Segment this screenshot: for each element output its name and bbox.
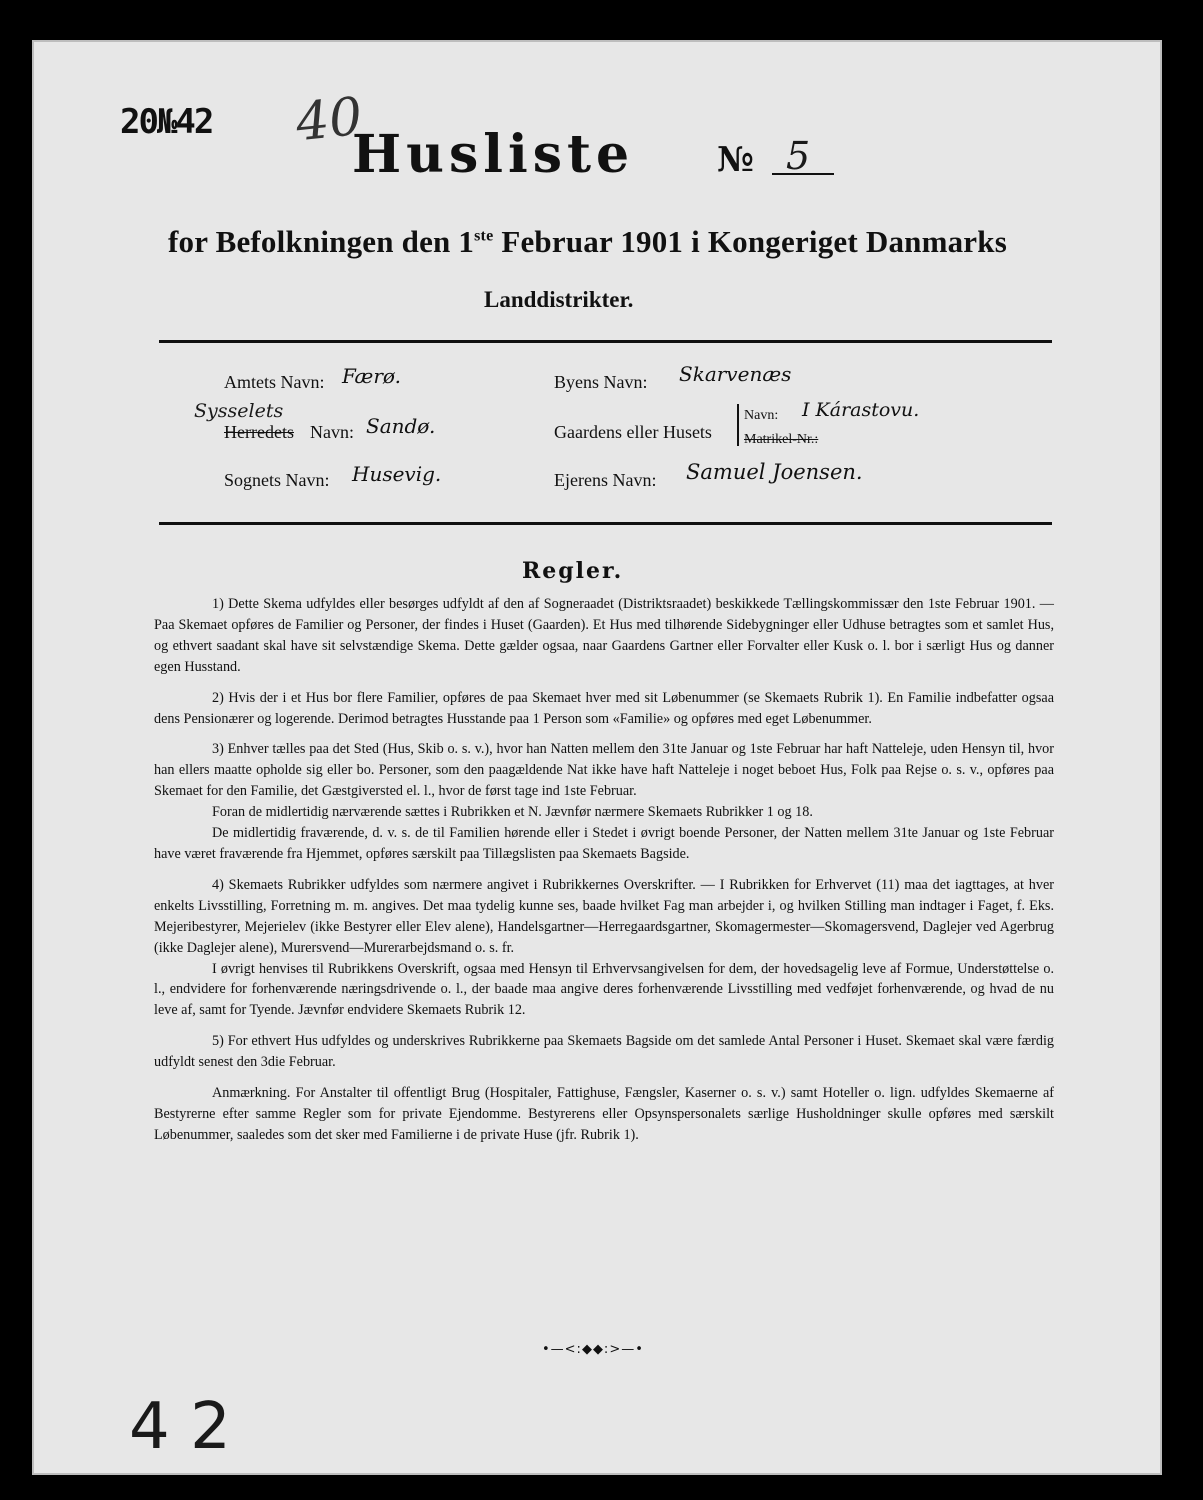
subtitle-pre: for Befolkningen den 1 bbox=[168, 224, 475, 259]
rules-text bbox=[154, 594, 1054, 1146]
rule-paragraph: Anmærkning. For Anstalter til offentligt Brug (Hospitaler, Fattighuse, Fængsler, Kaserner o. s. v.) samt Hoteller o. lign. udfyldes Skemaerne af Bestyrerne efter samme Regler som for private Ejendomme. Bestyrerens eller Opsynspersonalets særlige Husholdninger skulle opføres med særskilt Løbenummer, saaledes som det sker med Familierne i de private Huse (jfr. Rubrik 1). bbox=[154, 1085, 1054, 1143]
gaard-navn-value: I Kárastovu. bbox=[802, 399, 920, 421]
amt-label: Amtets Navn: bbox=[224, 372, 325, 392]
ejer-value: Samuel Joensen. bbox=[686, 460, 863, 484]
subtitle bbox=[168, 224, 1007, 260]
gaard-navn-label: Navn: bbox=[744, 408, 779, 423]
herred-struck: Herredets bbox=[224, 422, 294, 442]
syssel-handwritten: Sysselets bbox=[194, 400, 284, 422]
number-sign: № bbox=[717, 140, 754, 180]
herred-value: Sandø. bbox=[366, 414, 436, 438]
matrikel-struck: Matrikel-Nr.: bbox=[744, 432, 819, 447]
rule-paragraph: 4) Skemaets Rubrikker udfyldes som nærmere angivet i Rubrikkernes Overskrifter. — I Rubrikken for Erhvervet (11) maa det iagttages, at hver enkelts Livsstilling, Forretning m. m. angives. Det maa tydelig kunne ses, baade hvilket Fag man arbejder i, og hvilken Stilling man indtager i Faget, f. Eks. Mejeribestyrer, Mejerielev (ikke Bestyrer eller Elev alene), Handelsgartner—Herregaardsgartner, Skomagermester—Skomagersvend, Daglejer ved Agerbrug (ikke Daglejer alene), Murersvend—Murerarbejdsmand o. s. fr. bbox=[154, 876, 1054, 956]
amt-value: Færø. bbox=[342, 364, 401, 388]
sogn-value: Husevig. bbox=[352, 462, 442, 486]
rule-paragraph: 3) Enhver tælles paa det Sted (Hus, Skib o. s. v.), hvor han Natten mellem den 31te Januar og 1ste Februar har haft Natteleje, uden Hensyn til, hvor han ellers maatte opholde sig eller bo. Personer, som den paagældende Nat ikke have haft Natteleje i noget beboet Hus, Folk paa Rejse o. s. v., opføres paa Skemaet for den Familie, det Gæstgiversted el. l., hvor de først tage ind 1ste Februar. bbox=[154, 741, 1054, 800]
district-label: Landdistrikter. bbox=[484, 287, 634, 312]
pencil-mark: 40 bbox=[293, 86, 366, 154]
page-title: Husliste bbox=[352, 124, 635, 185]
footer-number: 4 2 bbox=[129, 1390, 231, 1464]
rule-paragraph: 2) Hvis der i et Hus bor flere Familier, opføres de paa Skemaet hver med sit Løbenummer (se Skemaets Rubrik 1). En Familie indbefatter ogsaa dens Pensionærer og logerende. Derimod betragtes Husstande paa 1 Person som «Familie» og opføres med eget Løbenummer. bbox=[154, 689, 1054, 727]
house-number: 5 bbox=[786, 134, 811, 178]
by-label: Byens Navn: bbox=[554, 372, 648, 392]
bottom-rule bbox=[159, 522, 1052, 525]
rule-paragraph: Foran de midlertidig nærværende sættes i Rubrikken et N. Jævnfør nærmere Skemaets Rubrikker 1 og 18. bbox=[212, 804, 813, 821]
ejer-label: Ejerens Navn: bbox=[554, 470, 657, 490]
top-rule bbox=[159, 340, 1052, 343]
ornament: •—<:◆◆:>—• bbox=[542, 1342, 644, 1357]
subtitle-sup: ste bbox=[474, 227, 494, 245]
gaard-bracket bbox=[737, 404, 739, 446]
rule-paragraph: I øvrigt henvises til Rubrikkens Overskrift, ogsaa med Hensyn til Erhvervsangivelsen for dem, der hovedsagelig leve af Formue, Understøttelse o. l., endvidere for forhenværende næringsdrivende o. l., der baade maa angive deres forhenværende Livsstilling med vedføjet forhenværende, og hvad de nu leve af, samt for Tyende. Jævnfør endvidere Skemaets Rubrik 12. bbox=[154, 960, 1054, 1019]
rule-paragraph: De midlertidig fraværende, d. v. s. de til Familien hørende eller i Stedet i øvrigt boende Personer, der Natten mellem 31te Januar og 1ste Februar have været fraværende fra Hjemmet, opføres særskilt paa Tillægslisten paa Skemaets Bagside. bbox=[154, 825, 1054, 862]
census-form-page bbox=[32, 40, 1162, 1475]
subtitle-post: Februar 1901 i Kongeriget Danmarks bbox=[493, 224, 1007, 259]
sogn-label: Sognets Navn: bbox=[224, 470, 330, 490]
gaard-label: Gaardens eller Husets bbox=[554, 422, 712, 442]
rule-paragraph: 5) For ethvert Hus udfyldes og underskrives Rubrikkerne paa Skemaets Bagside om det samlede Antal Personer i Huset. Skemaet skal være færdig udfyldt senest den 3die Februar. bbox=[154, 1033, 1054, 1071]
rule-paragraph: 1) Dette Skema udfyldes eller besørges udfyldt af den af Sogneraadet (Distriktsraadet) beskikkede Tællingskommissær den 1ste Februar 1901. — Paa Skemaet opføres de Familier og Personer, der findes i Huset (Gaarden). Et Hus med tilhørende Sidebygninger eller Udhuse betragtes som et samlet Hus, og ethvert saadant skal have sit selvstændige Skema. Dette gælder ogsaa, naar Gaardens Gartner eller Forvalter eller Kusk o. l. bor i særligt Hus og danner egen Husstand. bbox=[154, 596, 1054, 675]
herred-label: Navn: bbox=[310, 422, 354, 442]
rules-heading: Regler. bbox=[522, 558, 624, 584]
stamp-number: 20№42 bbox=[120, 102, 213, 142]
by-value: Skarvenæs bbox=[679, 362, 792, 386]
